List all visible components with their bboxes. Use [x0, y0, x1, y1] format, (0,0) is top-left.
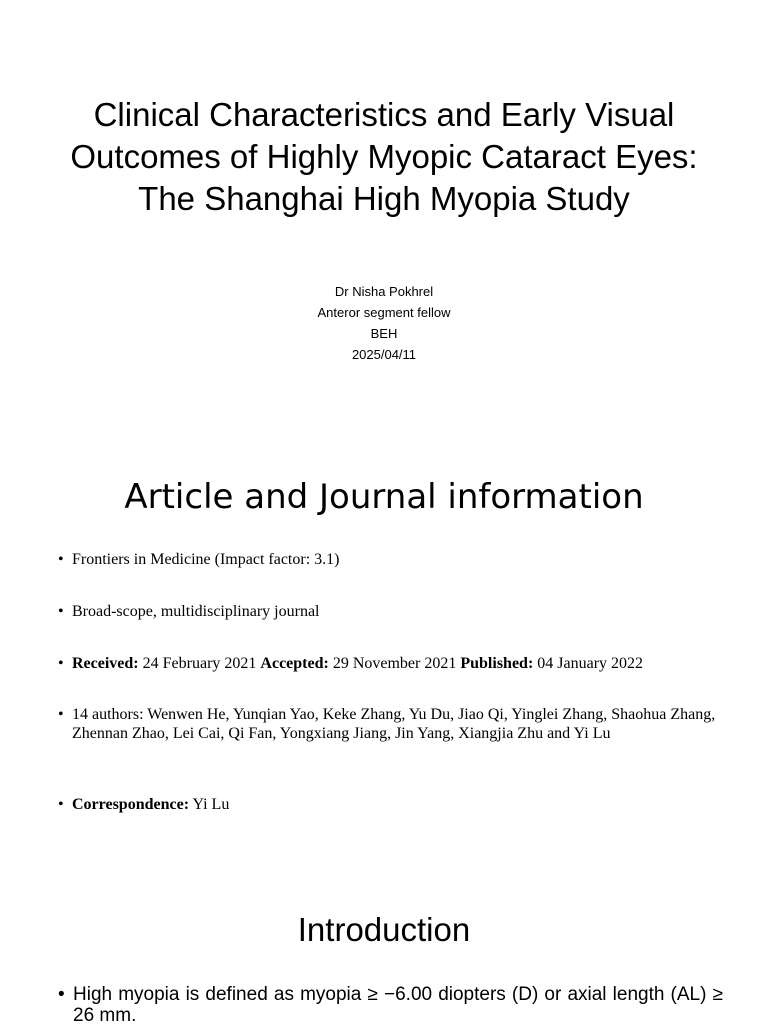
presenter-role: Anteror segment fellow — [317, 305, 451, 320]
bullet-icon: • — [58, 706, 64, 723]
bullet-list — [58, 654, 718, 673]
presenter-institution: BEH — [370, 326, 398, 341]
presenter-info — [0, 281, 768, 365]
bullet-icon: • — [58, 551, 64, 568]
journal-name-text: Frontiers in Medicine (Impact factor: 3.1) — [72, 551, 340, 568]
presenter-name: Dr Nisha Pokhrel — [334, 284, 434, 299]
received-date: 24 February 2021 — [138, 655, 261, 672]
bullet-list — [58, 795, 718, 814]
bullet-list — [58, 602, 718, 621]
presentation-date: 2025/04/11 — [351, 347, 417, 362]
intro-bullet-item — [58, 984, 723, 1026]
bullet-icon: • — [58, 984, 65, 1005]
list-item — [58, 705, 718, 743]
list-item — [58, 550, 718, 569]
published-date: 04 January 2022 — [533, 655, 644, 672]
bullet-icon: • — [58, 603, 64, 620]
accepted-label: Accepted: — [260, 655, 329, 672]
correspondence-label: Correspondence: — [72, 796, 190, 813]
published-label: Published: — [460, 655, 534, 672]
accepted-date: 29 November 2021 — [328, 655, 461, 672]
list-item — [58, 654, 718, 673]
journal-scope-text: Broad-scope, multidisciplinary journal — [72, 603, 320, 620]
bullet-list — [58, 550, 718, 569]
title-slide — [0, 0, 768, 420]
bullet-list — [58, 705, 718, 743]
bullet-icon: • — [58, 796, 64, 813]
bullet-icon: • — [58, 655, 64, 672]
article-info-heading: Article and Journal information — [124, 477, 644, 517]
introduction-heading: Introduction — [297, 911, 471, 948]
list-item — [58, 795, 718, 814]
high-myopia-definition-text: High myopia is defined as myopia ≥ −6.00 diopters (D) or axial length (AL) ≥ 26 mm. — [73, 984, 723, 1026]
correspondence-value: Yi Lu — [189, 796, 230, 813]
authors-text: 14 authors: Wenwen He, Yunqian Yao, Keke Zhang, Yu Du, Jiao Qi, Yinglei Zhang, Shaohua Zhang, Zhennan Zhao, Lei Cai, Qi Fan, Yongxiang Jiang, Jin Yang, Xiangjia Zhu and Yi Lu — [72, 706, 716, 742]
received-label: Received: — [72, 655, 139, 672]
presentation-title: Clinical Characteristics and Early Visual Outcomes of Highly Myopic Cataract Eyes: The Shanghai High Myopia Study — [70, 96, 698, 217]
list-item — [58, 602, 718, 621]
